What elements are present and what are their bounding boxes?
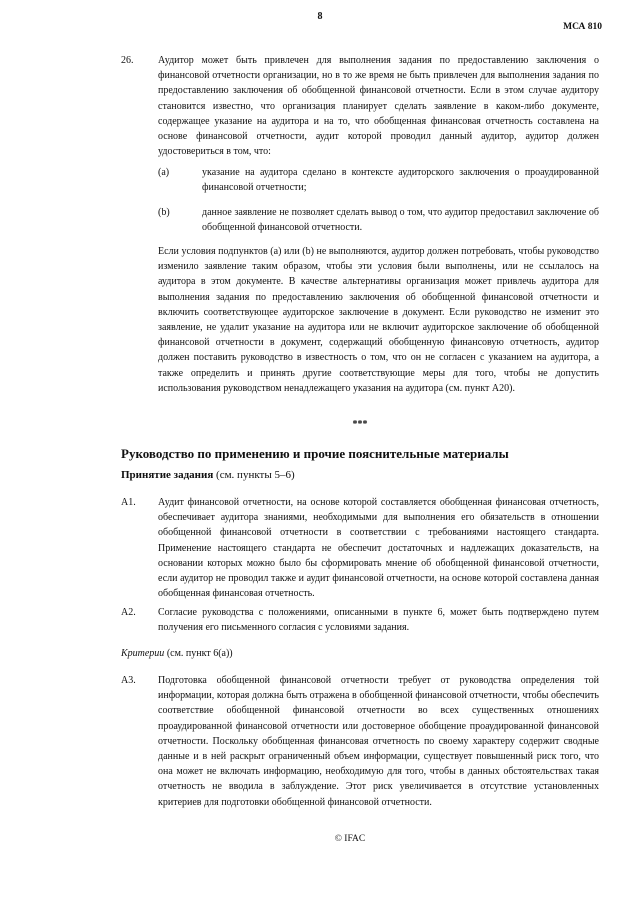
paragraph-a3-text: Подготовка обобщенной финансовой отчетности требует от руководства определения той информации, которая должна быть отражена в обобщенной финансовой отчетности, чтобы обеспечить соответствие обобщенной финансовой отчетности во всех существенных отношениях проаудированной финансовой отчетности или достоверное обобщение проаудированной финансовой отчетности. Поскольку обобщенная финансовая отчетность по своему характеру содержит сводные данные и в ней раскрыт ограниченный объем информации, существует повышенный риск того, что она может не включать информацию, необходимую для того, чтобы в данных обстоятельствах такая отчетность не вводила в заблуждение. Этот риск увеличивается в отсутствие установленных критериев для подготовки обобщенной финансовой отчетности. (158, 675, 599, 808)
page-footer: © IFAC (334, 834, 366, 844)
subsection-acceptance-heading (121, 469, 295, 481)
subsection-acceptance-title: Принятие задания (121, 469, 214, 481)
paragraph-a3-number: A3. (121, 675, 136, 686)
item-b-label: (b) (158, 207, 170, 218)
paragraph-26-number: 26. (121, 55, 134, 66)
item-a-label: (a) (158, 167, 170, 178)
subsection-criteria-title: Критерии (121, 648, 165, 659)
paragraph-a1-number: A1. (121, 497, 136, 508)
section-separator: *** (352, 419, 368, 430)
subsection-criteria-heading (121, 648, 233, 659)
item-a-text: указание на аудитора сделано в контексте аудиторского заключения о проаудированной финансовой отчетности; (202, 167, 599, 194)
paragraph-26-text: Аудитор может быть привлечен для выполнения задания по предоставлению заключения о финансовой отчетности организации, но в то же время не быть привлечен для выполнения задания по предоставлению заключения об обобщенной финансовой отчетности. Если в этом случае аудитору становится известно, что организация планирует сделать заявление в каком-либо документе, содержащее указание на аудитора и на то, что обобщенная финансовая отчетность составлена на основе финансовой отчетности, аудит которой проводил данный аудитор, аудитор должен удостовериться в том, что: (158, 55, 599, 158)
paragraph-26-continuation: Если условия подпунктов (a) или (b) не выполняются, аудитор должен потребовать, чтобы руководство изменило заявление таким образом, чтобы эти условия были выполнены, или не ссылалось на аудитора в этом документе. В качестве альтернативы организация может привлечь аудитора для выполнения задания по предоставлению заключения об обобщенной финансовой отчетности и включить соответствующее аудиторское заключение в документ. Если руководство не изменит это заявление, не удалит указание на аудитора или не включит аудиторское заключение об обобщенной финансовой отчетности в документ, содержащий обобщенную финансовую отчетность, аудитор должен поставить руководство в известность о том, что он не согласен с указанием на аудитора, а также определить и принять другие соответствующие меры для того, чтобы не допустить использования руководством ненадлежащего указания на аудитора (см. пункт A20). (158, 246, 599, 394)
subsection-acceptance-ref: (см. пункты 5–6) (213, 469, 295, 481)
section-title: Руководство по применению и прочие пояснительные материалы (121, 446, 509, 461)
paragraph-a1-text: Аудит финансовой отчетности, на основе которой составляется обобщенная финансовая отчетность, обеспечивает аудитора знаниями, необходимыми для выполнения его обязательств в отношении обобщенной финансовой отчетности в соответствии с требованиями настоящего стандарта. Применение настоящего стандарта не обеспечит достаточных и надлежащих доказательств, на основании которых можно было бы сформировать мнение об обобщенной финансовой отчетности, если аудитор не проводил также и аудит финансовой отчетности, на основе которой составлена данная обобщенная финансовая отчетность. (158, 497, 599, 600)
item-b-text: данное заявление не позволяет сделать вывод о том, что аудитор предоставил заключение об обобщенной финансовой отчетности. (202, 207, 599, 234)
paragraph-a2-number: A2. (121, 607, 136, 618)
standard-code: МСА 810 (563, 22, 602, 32)
page-number: 8 (317, 11, 323, 22)
subsection-criteria-ref: (см. пункт 6(a)) (164, 648, 233, 659)
paragraph-a2-text: Согласие руководства с положениями, описанными в пункте 6, может быть подтверждено путем получения его письменного согласия с условиями задания. (158, 607, 599, 634)
